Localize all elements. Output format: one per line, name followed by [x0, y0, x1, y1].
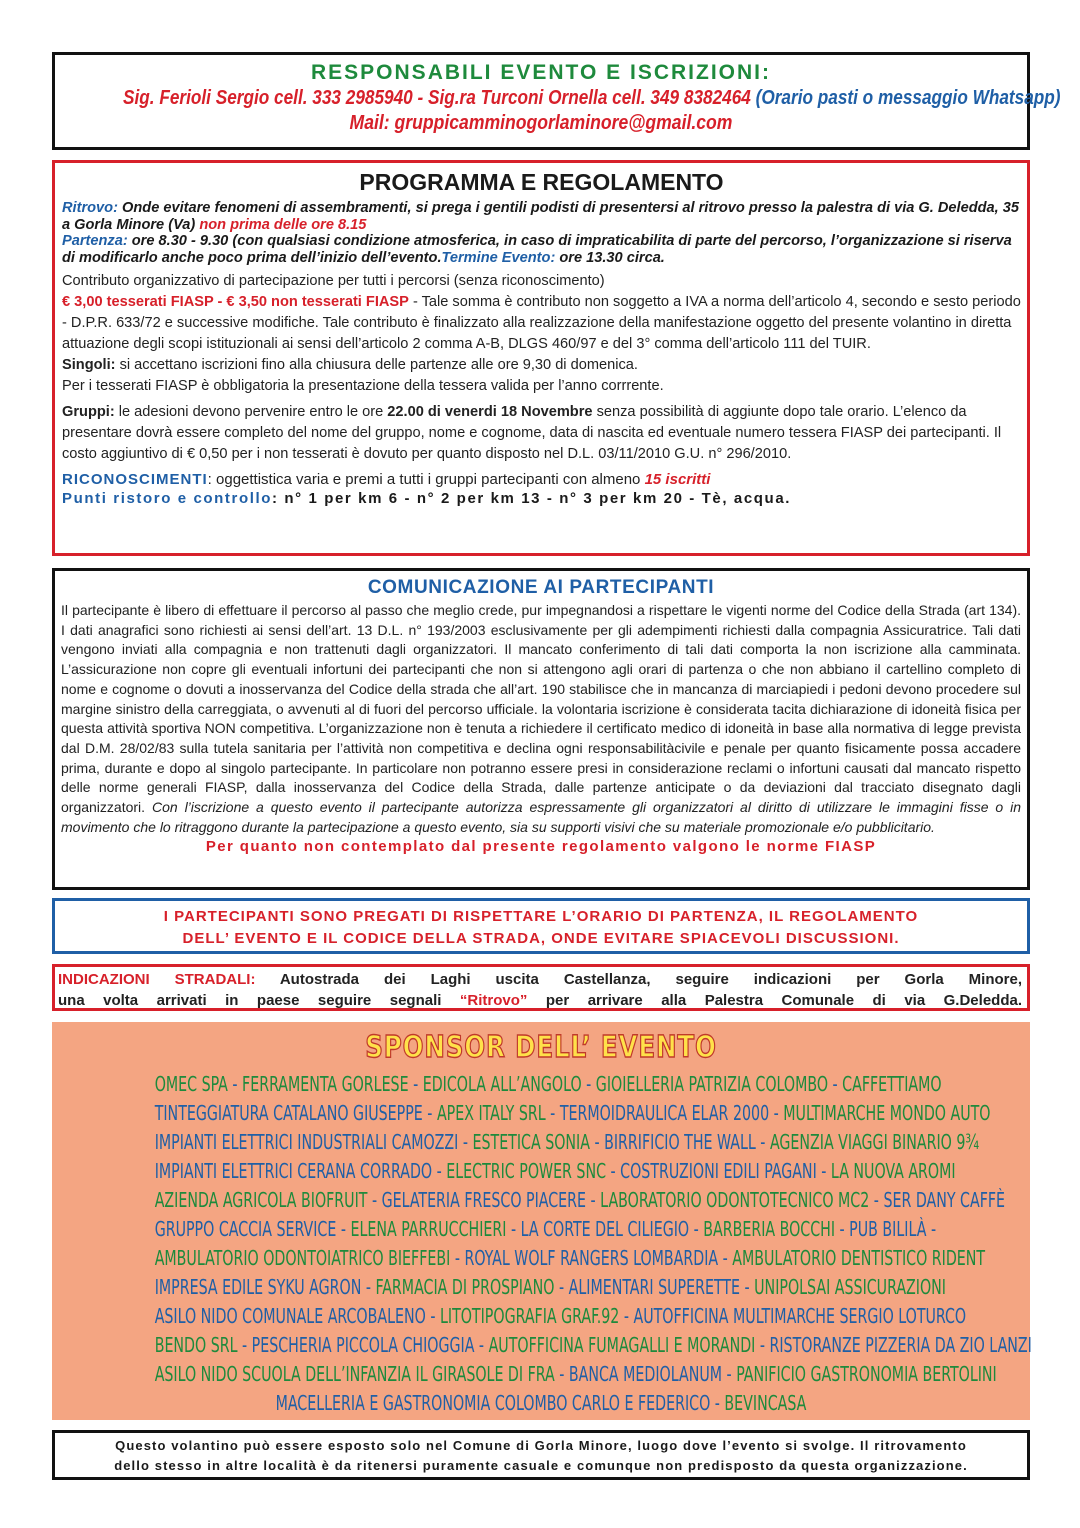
sponsor-separator: -	[450, 1246, 465, 1270]
sponsor-separator: -	[458, 1130, 473, 1154]
sponsor-separator: -	[689, 1217, 704, 1241]
sponsor-name: AZIENDA AGRICOLA BIOFRUIT	[154, 1188, 368, 1212]
singoli-text: si accettano iscrizioni fino alla chiusura delle partenze alle ore 9,30 di domenica.	[115, 357, 638, 373]
sponsor-row	[154, 1273, 946, 1302]
avviso-line-2: DELL’ EVENTO E IL CODICE DELLA STRADA, ONDE EVITARE SPIACEVOLI DISCUSSIONI.	[182, 930, 900, 947]
singoli-paragraph	[62, 355, 1021, 376]
sponsor-row	[154, 1186, 1006, 1215]
sponsor-name: PANIFICIO GASTRONOMIA BERTOLINI	[736, 1362, 997, 1386]
sponsor-name: GELATERIA FRESCO PIACERE	[381, 1188, 587, 1212]
ritrovo-text: Onde evitare fenomeni di assembramenti, si prega i gentili podisti di presentersi al ritrovo presso la palestra di via G. Deledda, 35 a Gorla Minore (Va)	[62, 200, 1020, 233]
sponsor-separator: -	[606, 1159, 621, 1183]
contacts-box	[52, 52, 1061, 150]
sponsor-name: RISTORANZE PIZZERIA DA ZIO LANZI	[769, 1333, 1032, 1357]
gruppi-deadline: 22.00 di venerdi 18 Novembre	[387, 404, 593, 420]
sponsor-name: IMPIANTI ELETTRICI INDUSTRIALI CAMOZZI	[154, 1130, 459, 1154]
sponsor-separator: -	[554, 1275, 569, 1299]
comunicazione-title: COMUNICAZIONE AI PARTECIPANTI	[367, 577, 715, 598]
sponsor-name: ELENA PARRUCCHIERI	[350, 1217, 507, 1241]
sponsor-list	[52, 1070, 1030, 1418]
sponsor-name: PESCHERIA PICCOLA CHIOGGIA	[251, 1333, 475, 1357]
sponsor-name: ESTETICA SONIA	[472, 1130, 590, 1154]
sponsor-name: MULTIMARCHE MONDO AUTO	[783, 1101, 991, 1125]
comunicazione-footer: Per quanto non contemplato dal presente regolamento valgono le norme FIASP	[205, 838, 877, 856]
sponsor-separator: -	[619, 1304, 634, 1328]
comunicazione-privacy-text: Con l’iscrizione a questo evento il partecipante autorizza espressamente gli organizzatori al diritto di utilizzare le immagini fisse o in movimento che lo ritraggono durante la partecipazione a questo evento, sia su supporti visivi che su materiale promozionale e/o pubblicitario.	[61, 799, 1022, 835]
sponsor-separator: -	[739, 1275, 755, 1299]
sponsor-row	[154, 1302, 967, 1331]
sponsor-separator: -	[474, 1333, 489, 1357]
sponsor-separator: -	[589, 1130, 605, 1154]
sponsor-name: ELECTRIC POWER SNC	[446, 1159, 607, 1183]
sponsor-row	[154, 1128, 980, 1157]
indicazioni-box	[52, 964, 1030, 1011]
avviso-line-1: I PARTECIPANTI SONO PREGATI DI RISPETTARE L’ORARIO DI PARTENZA, IL REGOLAMENTO	[163, 908, 919, 925]
avviso-box	[52, 898, 1030, 954]
termine-text: ore 13.30 circa.	[555, 249, 665, 266]
sponsor-name: EDICOLA ALL’ANGOLO	[422, 1072, 582, 1096]
sponsor-separator: -	[422, 1101, 437, 1125]
sponsor-row	[155, 1389, 928, 1418]
sponsor-separator: -	[718, 1246, 733, 1270]
sponsor-name: FERRAMENTA GORLESE	[242, 1072, 409, 1096]
sponsor-row	[154, 1331, 1032, 1360]
sponsor-name: LA CORTE DEL CILIEGIO	[520, 1217, 690, 1241]
sponsor-separator: -	[755, 1333, 770, 1357]
sponsor-separator: -	[432, 1159, 447, 1183]
punti-ristoro-line	[62, 490, 1021, 507]
sponsor-name: LITOTIPOGRAFIA GRAF.92	[439, 1304, 620, 1328]
sponsor-separator: -	[425, 1304, 440, 1328]
sponsor-separator: -	[926, 1217, 937, 1241]
sponsor-separator: -	[816, 1159, 831, 1183]
sponsor-name: CAFFETTIAMO	[842, 1072, 942, 1096]
sponsor-name: BARBERIA BOCCHI	[703, 1217, 836, 1241]
punti-text: : n° 1 per km 6 - n° 2 per km 13 - n° 3 per km 20 - Tè, acqua.	[272, 490, 792, 507]
gruppi-text-1: le adesioni devono pervenire entro le ore	[114, 404, 388, 420]
sponsor-name: GIOIELLERIA PATRIZIA COLOMBO	[595, 1072, 829, 1096]
punti-label: Punti ristoro e controllo	[62, 490, 273, 507]
indicazioni-text-2b: per arrivare alla Palestra Comunale di via G.Deledda.	[527, 992, 1022, 1009]
singoli-label: Singoli:	[62, 357, 116, 373]
sponsor-row	[154, 1244, 986, 1273]
disclaimer-line-1: Questo volantino può essere esposto solo nel Comune di Gorla Minore, luogo dove l’evento si svolge. Il ritrovamento	[115, 1438, 967, 1453]
tesserati-paragraph: Per i tesserati FIASP è obbligatoria la presentazione della tessera valida per l’anno corrrente.	[62, 378, 664, 394]
partenza-text: ore 8.30 - 9.30 (con qualsiasi condizione atmosferica, in caso di impraticabilita di parte del percorso, l’organizzazione si riserva di modificarlo anche poco prima dell’inizio dell’evento.	[62, 233, 1012, 266]
contributo-paragraph	[62, 292, 1021, 355]
sponsor-separator: -	[722, 1362, 737, 1386]
comunicazione-text: Il partecipante è libero di effettuare il percorso al passo che meglio crede, pur impegnandosi a rispettare le vigenti norme del Codice della Strada (art 134). I dati anagrafici sono richiesti ai sensi dell’art. 13 D.L. n° 193/2003 esclusivamente per gli adempimenti richiesti dalla compagnia Assicuratrice. Tali dati vengono inviati alla compagnia e non trattenuti dagli organizzatori. Il mancato conferimento di tali dati comporta la non iscrizione alla camminata. L’assicurazione non copre gli eventuali infortuni dei partecipanti che non si attengono agli orari di partenza o che non abbiano il cartellino completo di nome e cognome o dovuti a inosservanza del Codice della strada che all’art. 190 stabilisce che in mancanza di marciapiedi i pedoni devono procedere sul margine sinistro della carreggiata, o avvenuti al di fuori del percorso ufficiale. la volontaria iscrizione è considerata tacita dichiarazione di idoneità fisica per questa attività sportiva NON competitiva. L’organizzazione non è tenuta a richiedere il certificato medico di idoneità in base alla normativa di legge prevista dal D.M. 28/02/83 sulla tutela sanitaria per l’attività non competitiva e declina ogni responsabilitàcivile e penale per quanto fisicamente possa accadere prima, durante e dopo al singolo partecipante. In particolare non potranno essere presi in considerazione reclami o infortuni causati dal mancato rispetto delle norme generali FIASP, dalla inosservanza del Codice della Strada, dalle partenze anticipate o da deviazioni dal tracciato disegnato dagli organizzatori.	[61, 602, 1021, 816]
indicazioni-label: INDICAZIONI STRADALI:	[58, 971, 256, 988]
disclaimer-box	[52, 1430, 1030, 1480]
sponsor-name: BIRRIFICIO THE WALL	[604, 1130, 756, 1154]
sponsor-separator: -	[755, 1130, 770, 1154]
sponsor-separator: -	[237, 1333, 252, 1357]
contributo-prezzi: € 3,00 tesserati FIASP - € 3,50 non tesserati FIASP	[62, 294, 409, 310]
riconoscimenti-label: RICONOSCIMENTI	[62, 471, 208, 488]
contacts-title: RESPONSABILI EVENTO E ISCRIZIONI:	[311, 61, 771, 84]
sponsor-title: SPONSOR DELL’ EVENTO	[365, 1030, 717, 1065]
sponsor-row	[154, 1157, 956, 1186]
sponsor-separator: -	[506, 1217, 521, 1241]
sponsor-separator: -	[769, 1101, 784, 1125]
sponsor-name: OMEC SPA	[154, 1072, 228, 1096]
sponsor-row	[154, 1099, 991, 1128]
sponsor-name: AMBULATORIO ODONTOIATRICO BIEFFEBI	[154, 1246, 451, 1270]
sponsor-separator: -	[586, 1188, 601, 1212]
ritrovo-time: non prima delle ore 8.15	[195, 216, 367, 233]
sponsor-name: SER DANY CAFFÈ	[883, 1188, 1006, 1212]
sponsor-box	[52, 1022, 1030, 1420]
contacts-names-phones: Sig. Ferioli Sergio cell. 333 2985940 - Sig.ra Turconi Ornella cell. 349 8382464	[123, 87, 751, 109]
sponsor-name: ASILO NIDO SCUOLA DELL’INFANZIA IL GIRASOLE DI FRA	[154, 1362, 555, 1386]
contributo-text: - Tale somma è contributo non soggetto a IVA a norma dell’articolo 4, secondo e sesto periodo - D.P.R. 633/72 e successive modifiche. Tale contributo è finalizzato alla realizzazione della manifestazione oggetto del presente volantino in diretta attuazione degli scopi istituzionali ai sensi dell’articolo 2 comma A-B, DLGS 460/97 e del 3° comma dell’articolo 111 del TUIR.	[62, 294, 1021, 352]
sponsor-name: GRUPPO CACCIA SERVICE	[154, 1217, 337, 1241]
indicazioni-ritrovo: “Ritrovo”	[459, 992, 528, 1009]
sponsor-separator: -	[869, 1188, 884, 1212]
indicazioni-line-2	[58, 990, 1022, 1011]
sponsor-name: BANCA MEDIOLANUM	[568, 1362, 723, 1386]
sponsor-name: MACELLERIA E GASTRONOMIA COLOMBO CARLO E FEDERICO	[275, 1391, 711, 1415]
sponsor-separator: -	[361, 1275, 376, 1299]
sponsor-name: AUTOFFICINA MULTIMARCHE SERGIO LOTURCO	[633, 1304, 967, 1328]
termine-label: Termine Evento:	[441, 249, 556, 266]
sponsor-name: PUB BILILÀ	[849, 1217, 927, 1241]
sponsor-name: IMPIANTI ELETTRICI CERANA CORRADO	[154, 1159, 433, 1183]
comunicazione-body	[61, 601, 1021, 837]
sponsor-name: TINTEGGIATURA CATALANO GIUSEPPE	[154, 1101, 423, 1125]
indicazioni-text-1: Autostrada dei Laghi uscita Castellanza, seguire indicazioni per Gorla Minore,	[255, 971, 1022, 988]
contacts-note: (Orario pasti o messaggio Whatsapp)	[755, 87, 1061, 109]
sponsor-name: ASILO NIDO COMUNALE ARCOBALENO	[154, 1304, 426, 1328]
sponsor-name: FARMACIA DI PROSPIANO	[375, 1275, 555, 1299]
gruppi-paragraph	[62, 402, 1021, 465]
sponsor-name: ROYAL WOLF RANGERS LOMBARDIA	[464, 1246, 719, 1270]
riconoscimenti-text: : oggettistica varia e premi a tutti i gruppi partecipanti con almeno	[207, 471, 645, 488]
sponsor-row	[154, 1360, 997, 1389]
sponsor-name: IMPRESA EDILE SYKU AGRON	[154, 1275, 362, 1299]
sponsor-separator: -	[581, 1072, 596, 1096]
indicazioni-line-1	[58, 969, 1022, 990]
sponsor-name: BEVINCASA	[724, 1391, 807, 1415]
comunicazione-box	[52, 568, 1030, 890]
sponsor-name: COSTRUZIONI EDILI PAGANI	[620, 1159, 817, 1183]
sponsor-name: BENDO SRL	[154, 1333, 238, 1357]
ritrovo-label: Ritrovo:	[62, 200, 118, 216]
sponsor-separator: -	[554, 1362, 569, 1386]
gruppi-text-2: senza possibilità di aggiunte dopo tale orario. L’elenco da presentare dovrà essere completo del nome del gruppo, nome e cognome, data di nascita ed eventuale numero tessera FIASP dei partecipanti. Il costo aggiuntivo di € 0,50 per i non tesserati è dovuto per quanto disposto nel D.L. 03/11/2010 G.U. n° 296/2010.	[62, 404, 1002, 462]
partenza-paragraph	[62, 233, 1021, 266]
sponsor-name: AGENZIA VIAGGI BINARIO 9¾	[769, 1130, 980, 1154]
sponsor-separator: -	[336, 1217, 351, 1241]
indicazioni-text-2a: una volta arrivati in paese seguire segnali	[58, 992, 460, 1009]
ritrovo-paragraph	[62, 200, 1021, 233]
contacts-mail[interactable]: Mail: gruppicamminogorlaminore@gmail.com	[349, 112, 733, 134]
sponsor-name: AMBULATORIO DENTISTICO RIDENT	[732, 1246, 986, 1270]
programma-box	[52, 160, 1030, 556]
sponsor-name: UNIPOLSAI ASSICURAZIONI	[754, 1275, 946, 1299]
sponsor-name: APEX ITALY SRL	[436, 1101, 546, 1125]
sponsor-name: LA NUOVA AROMI	[830, 1159, 956, 1183]
contributo-intro: Contributo organizzativo di partecipazione per tutti i percorsi (senza riconoscimento)	[62, 273, 605, 289]
sponsor-row	[154, 1070, 942, 1099]
partenza-label: Partenza:	[62, 233, 128, 249]
contacts-phones	[123, 87, 1061, 110]
sponsor-name: ALIMENTARI SUPERETTE	[568, 1275, 740, 1299]
sponsor-name: TERMOIDRAULICA ELAR 2000	[559, 1101, 770, 1125]
sponsor-row	[154, 1215, 937, 1244]
sponsor-separator: -	[835, 1217, 850, 1241]
sponsor-name: LABORATORIO ODONTOTECNICO MC2	[600, 1188, 870, 1212]
riconoscimenti-line	[62, 470, 1021, 490]
sponsor-separator: -	[408, 1072, 423, 1096]
riconoscimenti-min: 15 iscritti	[644, 471, 711, 488]
sponsor-separator: -	[545, 1101, 560, 1125]
gruppi-label: Gruppi:	[62, 404, 115, 420]
sponsor-separator: -	[828, 1072, 843, 1096]
sponsor-separator: -	[367, 1188, 382, 1212]
sponsor-separator: -	[710, 1391, 725, 1415]
programma-title: PROGRAMMA E REGOLAMENTO	[359, 169, 724, 195]
disclaimer-line-2: dello stesso in altre località è da ritenersi puramente casuale e comunque non predisposto da questa organizzazione.	[114, 1458, 968, 1473]
sponsor-separator: -	[227, 1072, 243, 1096]
sponsor-name: AUTOFFICINA FUMAGALLI E MORANDI	[488, 1333, 756, 1357]
